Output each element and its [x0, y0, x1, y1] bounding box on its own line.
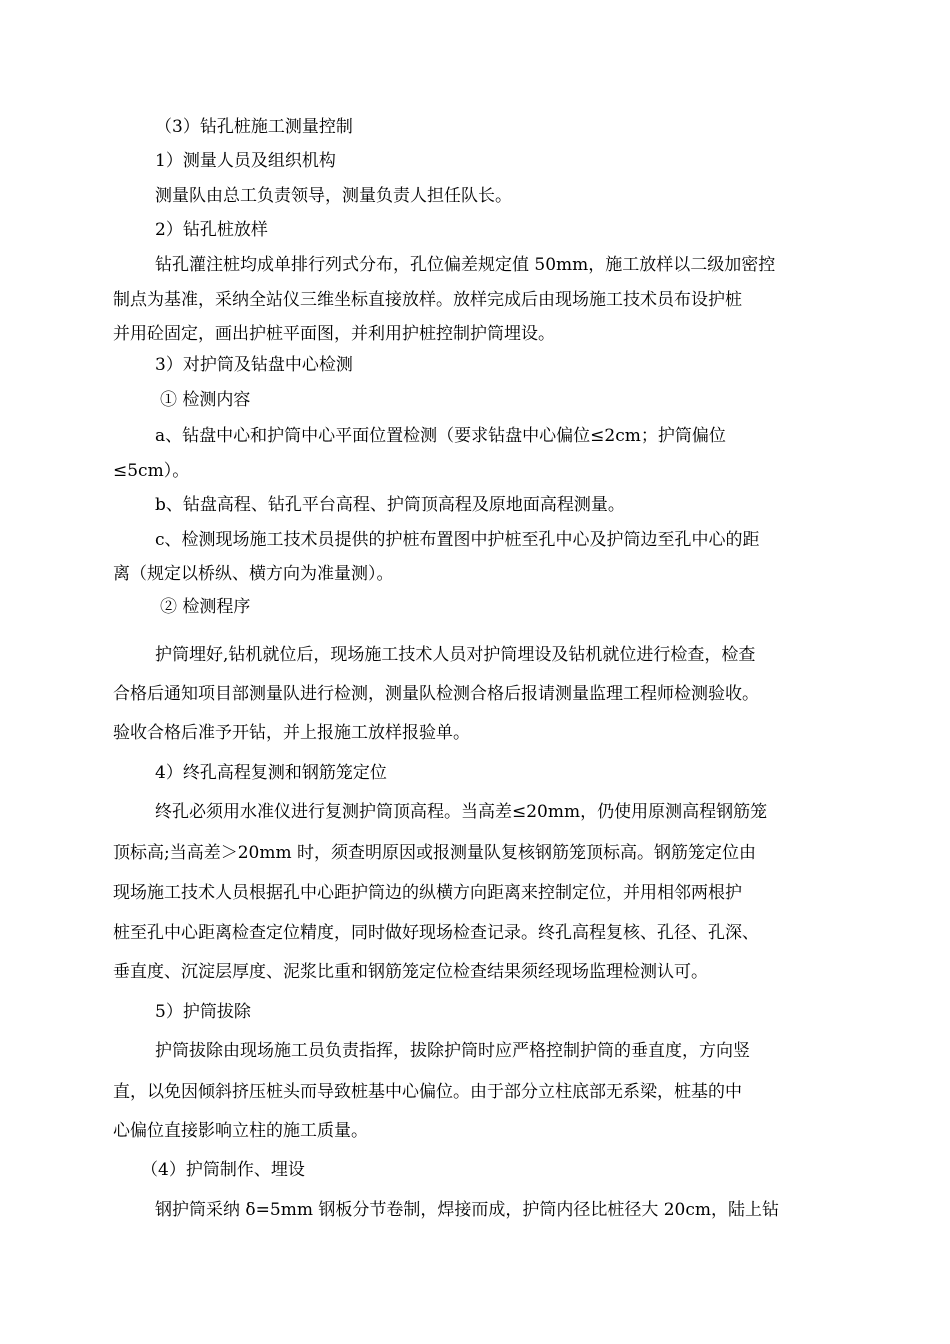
paragraph-line: 制点为基准，采纳全站仪三维坐标直接放样。放样完成后由现场施工技术员布设护桩 [113, 290, 742, 310]
paragraph-line: 验收合格后准予开钻，并上报施工放样报验单。 [113, 723, 470, 743]
paragraph-line: 合格后通知项目部测量队进行检测，测量队检测合格后报请测量监理工程师检测验收。 [113, 684, 759, 704]
paragraph-line: 现场施工技术人员根据孔中心距护筒边的纵横方向距离来控制定位，并用相邻两根护 [113, 883, 742, 903]
paragraph-line: a、钻盘中心和护筒中心平面位置检测（要求钻盘中心偏位≤2cm；护筒偏位 [155, 426, 726, 446]
paragraph-line: c、检测现场施工技术员提供的护桩布置图中护桩至孔中心及护筒边至孔中心的距 [155, 530, 760, 550]
heading-4: （4）护筒制作、埋设 [141, 1160, 305, 1180]
paragraph-line: 终孔必须用水准仪进行复测护筒顶高程。当高差≤20mm，仍使用原测高程钢筋笼 [155, 802, 768, 822]
heading-3: （3）钻孔桩施工测量控制 [155, 117, 353, 137]
paragraph-line: 直，以免因倾斜挤压桩头而导致桩基中心偏位。由于部分立柱底部无系梁，桩基的中 [113, 1082, 742, 1102]
subheading-2: 2）钻孔桩放样 [155, 220, 268, 240]
paragraph-line: 心偏位直接影响立柱的施工质量。 [113, 1121, 368, 1141]
paragraph-line: 离（规定以桥纵、横方向为准量测）。 [113, 564, 394, 584]
paragraph-line: 钢护筒采纳 δ=5mm 钢板分节卷制，焊接而成，护筒内径比桩径大 20cm，陆上钻 [155, 1200, 780, 1220]
paragraph-line: ≤5cm）。 [113, 461, 190, 481]
subheading-3: 3）对护筒及钻盘中心检测 [155, 355, 353, 375]
paragraph-line: 护筒拔除由现场施工员负责指挥，拔除护筒时应严格控制护筒的垂直度，方向竖 [155, 1041, 750, 1061]
subheading-4: 4）终孔高程复测和钢筋笼定位 [155, 763, 387, 783]
subheading-1: 1）测量人员及组织机构 [155, 151, 336, 171]
item-heading-2: ② 检测程序 [160, 597, 251, 617]
paragraph-line: 测量队由总工负责领导，测量负责人担任队长。 [155, 186, 512, 206]
paragraph-line: 垂直度、沉淀层厚度、泥浆比重和钢筋笼定位检查结果须经现场监理检测认可。 [113, 962, 708, 982]
subheading-5: 5）护筒拔除 [155, 1002, 251, 1022]
paragraph-line: 顶标高;当高差＞20mm 时，须查明原因或报测量队复核钢筋笼顶标高。钢筋笼定位由 [113, 843, 757, 863]
item-heading-1: ① 检测内容 [160, 390, 251, 410]
paragraph-line: b、钻盘高程、钻孔平台高程、护筒顶高程及原地面高程测量。 [155, 495, 625, 515]
paragraph-line: 并用砼固定，画出护桩平面图，并利用护桩控制护筒埋设。 [113, 324, 555, 344]
paragraph-line: 钻孔灌注桩均成单排行列式分布，孔位偏差规定值 50mm，施工放样以二级加密控 [155, 255, 776, 275]
paragraph-line: 桩至孔中心距离检查定位精度，同时做好现场检查记录。终孔高程复核、孔径、孔深、 [113, 923, 759, 943]
paragraph-line: 护筒埋好,钻机就位后，现场施工技术人员对护筒埋设及钻机就位进行检查，检查 [155, 645, 756, 665]
